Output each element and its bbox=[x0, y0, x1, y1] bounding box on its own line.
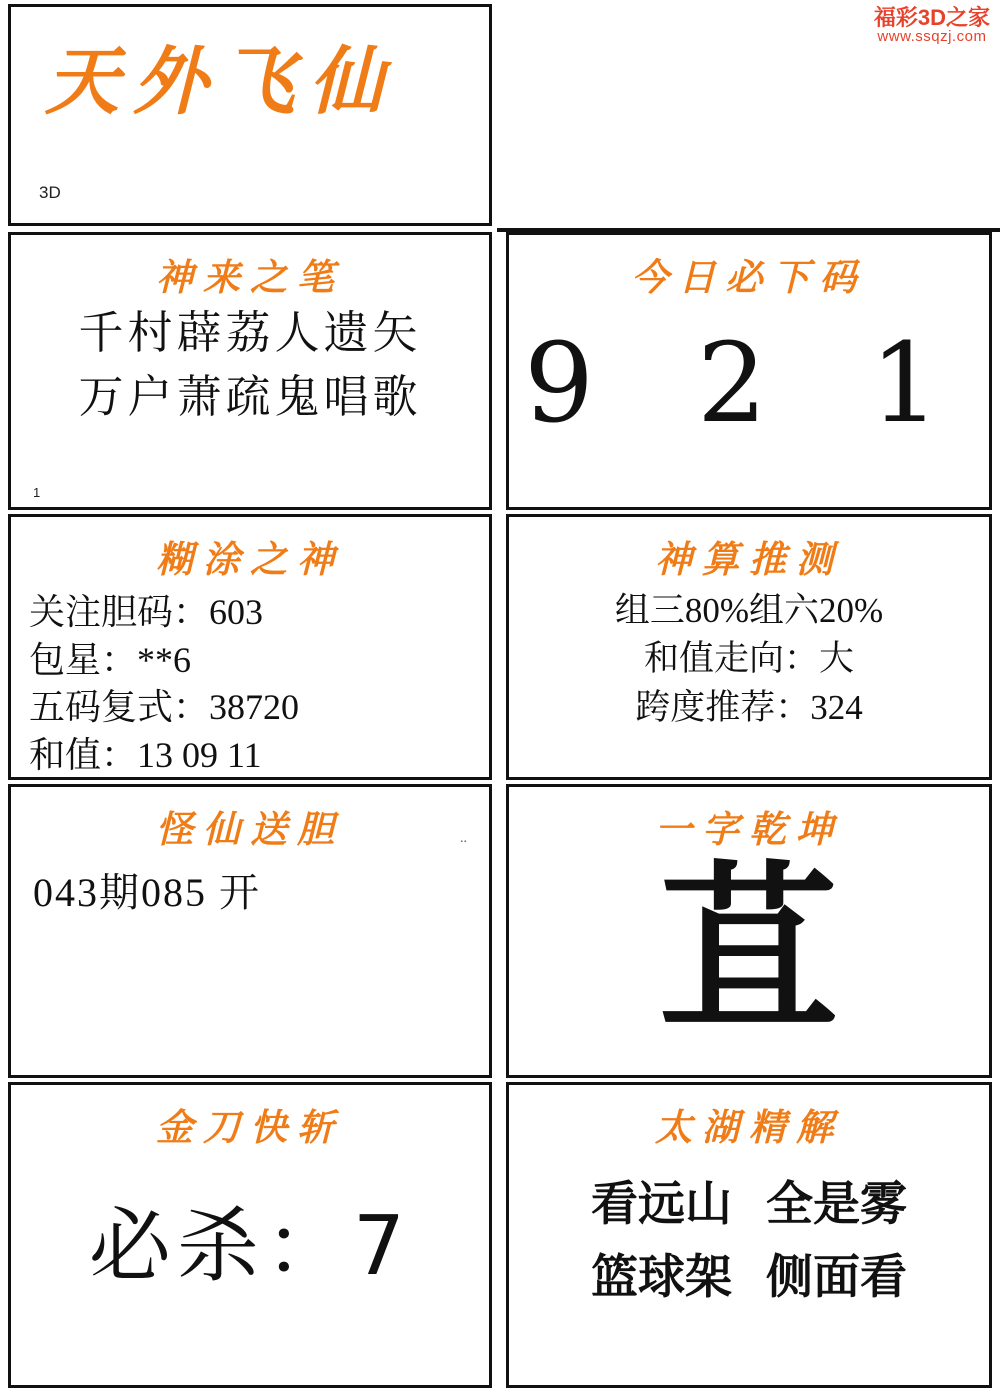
panel-jindao-title: 金刀快斩 bbox=[156, 1105, 344, 1149]
panel-hutu-title: 糊涂之神 bbox=[156, 537, 344, 581]
panel-taihu bbox=[506, 1082, 992, 1388]
header-subtitle: 3D bbox=[39, 183, 61, 202]
page-title: 天外飞仙 bbox=[45, 39, 397, 125]
taihu-line-1b: 全是雾 bbox=[766, 1177, 907, 1232]
guaixian-period: 043期085 开 bbox=[33, 870, 261, 915]
panel-today-numbers-title: 今日必下码 bbox=[631, 255, 867, 299]
panel-shenlai bbox=[8, 232, 492, 510]
taihu-row-2 bbox=[509, 1242, 989, 1315]
hutu-line-2: 包星：**6 bbox=[29, 639, 192, 680]
panel-shensuan-body bbox=[509, 587, 989, 732]
panel-shenlai-title: 神来之笔 bbox=[156, 255, 344, 299]
brand-title: 福彩3D之家 bbox=[873, 5, 990, 30]
panel-today-numbers bbox=[506, 232, 992, 510]
panel-yizi-title: 一字乾坤 bbox=[655, 807, 843, 851]
shensuan-line-2: 和值走向：大 bbox=[643, 639, 854, 679]
poem-line-1: 千村薜荔人遗矢 bbox=[78, 306, 422, 359]
shensuan-line-3: 跨度推荐：324 bbox=[635, 687, 863, 727]
panel-shenlai-body bbox=[11, 301, 489, 429]
panel-taihu-title: 太湖精解 bbox=[655, 1105, 843, 1149]
brand-watermark bbox=[874, 6, 990, 45]
taihu-line-2b: 侧面看 bbox=[766, 1249, 907, 1305]
poster-header bbox=[8, 4, 492, 226]
taihu-line-2a: 篮球架 bbox=[591, 1249, 732, 1305]
hutu-line-3: 五码复式：38720 bbox=[29, 687, 300, 728]
yizi-character: 苴 bbox=[660, 843, 838, 1052]
jindao-kill-value: 必杀：7 bbox=[88, 1199, 412, 1294]
panel-guaixian bbox=[8, 784, 492, 1078]
hutu-line-4: 和值：13 09 11 bbox=[29, 734, 262, 775]
panel-yizi bbox=[506, 784, 992, 1078]
panel-guaixian-title: 怪仙送胆 bbox=[156, 807, 344, 851]
taihu-line-1a: 看远山 bbox=[591, 1177, 732, 1232]
panel-shensuan-title: 神算推测 bbox=[655, 537, 843, 581]
panel-shensuan bbox=[506, 514, 992, 780]
poem-line-2: 万户萧疏鬼唱歌 bbox=[78, 369, 422, 423]
shensuan-line-1: 组三80%组六20% bbox=[614, 591, 884, 630]
taihu-row-1 bbox=[509, 1169, 989, 1242]
guaixian-speck: .. bbox=[460, 831, 467, 846]
panel-taihu-body bbox=[509, 1169, 989, 1315]
hutu-line-1: 关注胆码：603 bbox=[29, 592, 264, 632]
panel-jindao bbox=[8, 1082, 492, 1388]
stray-mark: 1 bbox=[33, 485, 41, 500]
panel-hutu bbox=[8, 514, 492, 780]
panel-hutu-body bbox=[11, 589, 489, 779]
brand-url: www.ssqzj.com bbox=[877, 28, 987, 46]
today-numbers-value: 9 2 1 bbox=[524, 319, 974, 447]
